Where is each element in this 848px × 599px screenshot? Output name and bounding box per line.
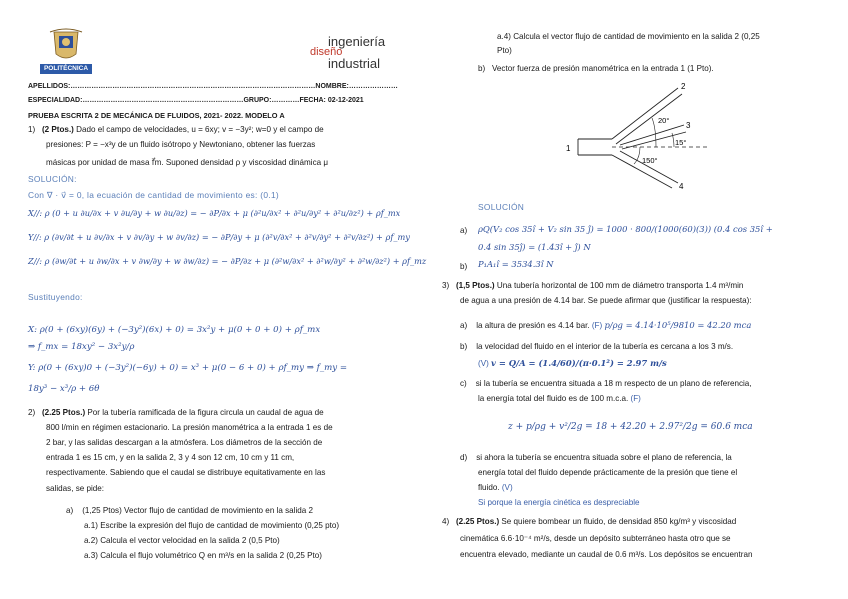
q2-statement-line6: salidas, se pide: — [46, 484, 105, 493]
apellidos-line: APELLIDOS:……………………………………………………………………………………………NOMBRE:………………… — [28, 83, 398, 90]
q1-momentum-eq-y: Y//: ρ (∂v/∂t + u ∂v/∂x + v ∂v/∂y + w ∂v/∂z) = − ∂P/∂y + μ (∂²v/∂x² + ∂²v/∂y² + ∂²v/∂z²) + ρf_my — [28, 232, 410, 242]
q1-subst-x: X: ρ(0 + (6xy)(6y) + (−3y²)(6x) + 0) = 3x²y + μ(0 + 0 + 0) + ρf_mx — [28, 325, 321, 335]
q2-statement-line3: 2 bar, y las salidas descargan a la atmósfera. Los diámetros de la sección de — [46, 438, 323, 447]
q3-option-c-line1: c) si la tubería se encuentra situada a 18 m respecto de un plano de referencia, — [460, 379, 752, 388]
q2-solution-heading: SOLUCIÓN — [478, 202, 525, 212]
q1-solution-heading: SOLUCIÓN: — [28, 174, 77, 184]
q2-part-a4-line1: a.4) Calcula el vector flujo de cantidad de movimiento en la salida 2 (0,25 — [497, 32, 760, 41]
q1-result-fmx: ⇒ f_mx = 18xy² − 3x²y/ρ — [28, 342, 135, 352]
q3-option-d-line1: d) si ahora la tubería se encuentra situada sobre el plano de referencia, la — [460, 453, 732, 462]
q2-statement-line5: respectivamente. Sabiendo que el caudal se distribuye equitativamente en las — [46, 468, 326, 477]
exam-title: PRUEBA ESCRITA 2 DE MECÁNICA DE FLUIDOS, 2021- 2022. MODELO A — [28, 111, 285, 120]
q1-result-fmy: 18y³ − x³/ρ + 6θ — [28, 384, 100, 394]
q3-option-a: a) la altura de presión es 4.14 bar. (F) p/ρg = 4.14·10⁵/9810 = 42.20 mca — [460, 320, 752, 330]
fig-label-3: 3 — [686, 121, 691, 130]
fig-angle-20: 20° — [658, 116, 670, 125]
q1-substituting-label: Sustituyendo: — [28, 292, 83, 302]
q3-option-b-line1: b) la velocidad del fluido en el interior de la tubería es cercana a los 3 m/s. — [460, 342, 734, 351]
crest-icon — [40, 28, 92, 64]
fig-label-1: 1 — [566, 144, 571, 153]
fig-angle-15: 15° — [675, 138, 687, 147]
q3-option-c-line2: la energía total del fluido es de 100 m.c.a. (F) — [478, 394, 641, 403]
school-logo-line1: ingeniería — [328, 34, 386, 49]
university-logo-text: POLITÉCNICA — [40, 64, 92, 74]
q1-momentum-eq-z: Z//: ρ (∂w/∂t + u ∂w/∂x + v ∂w/∂y + w ∂w/∂z) = − ∂P/∂z + μ (∂²w/∂x² + ∂²w/∂y² + ∂²w/∂z²) + ρf_mz — [28, 256, 427, 266]
q4-statement-line1: 4) (2.25 Ptos.) Se quiere bombear un fluido, de densidad 850 kg/m³ y viscosidad — [442, 517, 737, 526]
q2-statement-line4: entrada 1 es 15 cm, y en la salida 2, 3 y 4 son 12 cm, 10 cm y 11 cm, — [46, 453, 295, 462]
q2-statement-line1: 2) (2.25 Ptos.) Por la tubería ramificada de la figura circula un caudal de agua de — [28, 408, 324, 417]
q1-statement-line2: presiones: P = −x³y de un fluido isótropo y Newtoniano, obtener las fuerzas — [46, 140, 316, 149]
q2-part-a2: a.2) Calcula el vector velocidad en la salida 2 (0,5 Pto) — [84, 536, 280, 545]
q2-sol-b-eq: P₁A₁î = 3534.3î N — [478, 259, 554, 269]
q1-continuity-note: Con ∇ · v⃗ = 0, la ecuación de cantidad de movimiento es: (0.1) — [28, 190, 279, 200]
q3-option-b-line2: (V) v = Q/A = (1.4/60)/(π·0.1²) = 2.97 m/s — [478, 358, 667, 368]
fig-label-2: 2 — [681, 82, 686, 91]
q1-statement-line3: másicas por unidad de masa f⃗m. Suponed densidad ρ y viscosidad dinámica μ — [46, 158, 329, 167]
school-logo-line3: industrial — [328, 56, 381, 71]
q3-option-d-line3: fluido. (V) — [478, 483, 513, 492]
fig-label-4: 4 — [679, 182, 684, 190]
q3-option-a-eq: p/ρg = 4.14·10⁵/9810 = 42.20 mca — [604, 320, 752, 330]
school-logo-line2: diseño — [310, 46, 343, 58]
q1-statement-line1: 1) (2 Ptos.) Dado el campo de velocidades, u = 6xy; v = −3y²; w=0 y el campo de — [28, 125, 324, 134]
branched-pipe-figure — [560, 78, 720, 190]
q2-sol-a-eq-line1: ρQ(V₂ cos 35î + V₂ sin 35 ĵ) = 1000 · 800/(1000(60)(3)) (0.4 cos 35î + — [478, 224, 773, 234]
q3-option-c-eq: z + p/ρg + v²/2g = 18 + 42.20 + 2.97²/2g = 60.6 mca — [508, 422, 753, 432]
q2-part-b: b) Vector fuerza de presión manométrica en la entrada 1 (1 Pto). — [478, 64, 714, 73]
q3-statement-line2: de agua a una presión de 4.14 bar. Se puede afirmar que (justificar la respuesta): — [460, 296, 752, 305]
q3-statement-line1: 3) (1,5 Ptos.) Una tubería horizontal de 100 mm de diámetro transporta 1.4 m³/min — [442, 281, 744, 290]
q2-sol-a-label: a) — [460, 226, 468, 235]
q2-part-a1: a.1) Escribe la expresión del flujo de cantidad de movimiento (0,25 pto) — [84, 521, 340, 530]
q3-option-d-note: Si porque la energía cinética es despreciable — [478, 498, 640, 507]
q1-momentum-eq-x: X//: ρ (0 + u ∂u/∂x + v ∂u/∂y + w ∂u/∂z) = − ∂P/∂x + μ (∂²u/∂x² + ∂²u/∂y² + ∂²u/∂z²) + ρf_mx — [28, 208, 401, 218]
q2-sol-b-label: b) — [460, 262, 468, 271]
q2-part-a3: a.3) Calcula el flujo volumétrico Q en m³/s en la salida 2 (0,25 Pto) — [84, 551, 322, 560]
university-logo — [40, 28, 92, 76]
q4-statement-line3: encuentra elevado, mediante un caudal de 0.6 m³/s. Los depósitos se encuentran — [460, 550, 753, 559]
especialidad-line: ESPECIALIDAD:……………………………………………………………GRUPO:…………FECHA: 02-12-2021 — [28, 97, 364, 104]
q3-option-d-line2: energía total del fluido depende prácticamente de la presión que tiene el — [478, 468, 738, 477]
q1-subst-y: Y: ρ(0 + (6xy)0 + (−3y²)(−6y) + 0) = x³ + μ(0 − 6 + 0) + ρf_my ⇒ f_my = — [28, 363, 348, 373]
fig-angle-150: 150° — [642, 156, 658, 165]
school-logo — [308, 26, 408, 72]
q2-part-a: a) (1,25 Ptos) Vector flujo de cantidad de movimiento en la salida 2 — [66, 506, 314, 515]
q2-sol-a-eq-line2: 0.4 sin 35ĵ) = (1.43î + ĵ) N — [478, 242, 591, 252]
q2-part-a4-line2: Pto) — [497, 46, 512, 55]
q2-statement-line2: 800 l/min en régimen estacionario. La presión manométrica a la entrada 1 es de — [46, 423, 333, 432]
q4-statement-line2: cinemática 6.6·10⁻⁴ m²/s, desde un depósito subterráneo hasta otro que se — [460, 534, 731, 543]
q3-option-b-eq: v = Q/A = (1.4/60)/(π·0.1²) = 2.97 m/s — [491, 358, 667, 368]
